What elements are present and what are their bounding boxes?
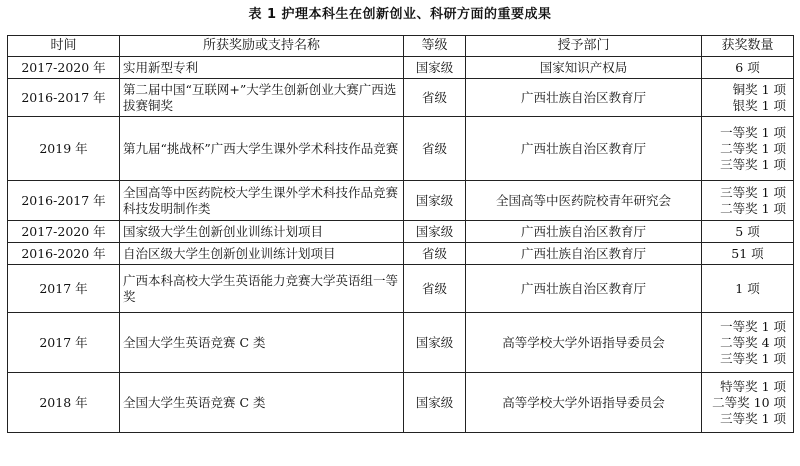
- cell-time: 2016-2017 年: [8, 79, 120, 117]
- cell-name: 广西本科高校大学生英语能力竞赛大学英语组一等奖: [120, 265, 404, 313]
- cell-dept: 广西壮族自治区教育厅: [466, 265, 702, 313]
- count-line: 三等奖 1 项: [720, 184, 786, 200]
- header-level: 等级: [404, 36, 466, 57]
- cell-name: 全国大学生英语竞赛 C 类: [120, 313, 404, 373]
- cell-name: 实用新型专利: [120, 57, 404, 79]
- cell-time: 2019 年: [8, 117, 120, 181]
- awards-table: [7, 35, 794, 433]
- cell-dept: 广西壮族自治区教育厅: [466, 221, 702, 243]
- cell-level: 省级: [404, 117, 466, 181]
- count-line: 51 项: [731, 245, 764, 261]
- count-line: 二等奖 10 项: [712, 394, 786, 410]
- cell-time: 2017 年: [8, 265, 120, 313]
- count-line: 二等奖 1 项: [720, 200, 786, 216]
- cell-name: 全国大学生英语竞赛 C 类: [120, 373, 404, 433]
- header-count: 获奖数量: [702, 36, 794, 57]
- cell-level: 国家级: [404, 373, 466, 433]
- table-row: [8, 243, 794, 265]
- count-line: 6 项: [735, 59, 760, 75]
- cell-dept: 广西壮族自治区教育厅: [466, 117, 702, 181]
- cell-level: 国家级: [404, 221, 466, 243]
- count-line: 铜奖 1 项: [732, 81, 786, 97]
- table-row: [8, 79, 794, 117]
- cell-time: 2017-2020 年: [8, 221, 120, 243]
- table-header-row: [8, 36, 794, 57]
- count-line: 一等奖 1 项: [720, 124, 786, 140]
- cell-count: [702, 243, 794, 265]
- table-row: [8, 313, 794, 373]
- table-row: [8, 117, 794, 181]
- header-name: 所获奖励或支持名称: [120, 36, 404, 57]
- cell-time: 2017 年: [8, 313, 120, 373]
- cell-time: 2016-2017 年: [8, 181, 120, 221]
- header-dept: 授予部门: [466, 36, 702, 57]
- count-line: 二等奖 4 项: [720, 334, 786, 350]
- count-line: 5 项: [735, 223, 760, 239]
- cell-count: [702, 221, 794, 243]
- cell-count: [702, 57, 794, 79]
- cell-level: 国家级: [404, 313, 466, 373]
- cell-time: 2016-2020 年: [8, 243, 120, 265]
- cell-dept: 高等学校大学外语指导委员会: [466, 313, 702, 373]
- table-row: [8, 221, 794, 243]
- cell-name: 全国高等中医药院校大学生课外学术科技作品竞赛科技发明制作类: [120, 181, 404, 221]
- cell-name: 自治区级大学生创新创业训练计划项目: [120, 243, 404, 265]
- cell-level: 国家级: [404, 181, 466, 221]
- cell-count: [702, 373, 794, 433]
- count-line: 三等奖 1 项: [720, 156, 786, 172]
- count-line: 银奖 1 项: [732, 97, 786, 113]
- table-row: [8, 57, 794, 79]
- header-time: 时间: [8, 36, 120, 57]
- cell-dept: 广西壮族自治区教育厅: [466, 243, 702, 265]
- count-line: 三等奖 1 项: [720, 410, 786, 426]
- cell-time: 2018 年: [8, 373, 120, 433]
- cell-dept: 广西壮族自治区教育厅: [466, 79, 702, 117]
- cell-count: [702, 117, 794, 181]
- table-row: [8, 373, 794, 433]
- cell-count: [702, 313, 794, 373]
- count-line: 三等奖 1 项: [720, 350, 786, 366]
- cell-time: 2017-2020 年: [8, 57, 120, 79]
- count-line: 1 项: [735, 280, 760, 296]
- count-line: 二等奖 1 项: [720, 140, 786, 156]
- table-row: [8, 265, 794, 313]
- cell-dept: 全国高等中医药院校青年研究会: [466, 181, 702, 221]
- cell-dept: 高等学校大学外语指导委员会: [466, 373, 702, 433]
- cell-count: [702, 79, 794, 117]
- table-caption: 表 1 护理本科生在创新创业、科研方面的重要成果: [248, 7, 552, 22]
- table-row: [8, 181, 794, 221]
- count-line: 特等奖 1 项: [720, 378, 786, 394]
- cell-level: 国家级: [404, 57, 466, 79]
- cell-name: 国家级大学生创新创业训练计划项目: [120, 221, 404, 243]
- cell-level: 省级: [404, 265, 466, 313]
- cell-count: [702, 265, 794, 313]
- cell-level: 省级: [404, 243, 466, 265]
- cell-name: 第九届“挑战杯”广西大学生课外学术科技作品竞赛: [120, 117, 404, 181]
- cell-level: 省级: [404, 79, 466, 117]
- cell-count: [702, 181, 794, 221]
- count-line: 一等奖 1 项: [720, 318, 786, 334]
- cell-dept: 国家知识产权局: [466, 57, 702, 79]
- cell-name: 第二届中国“互联网+”大学生创新创业大赛广西选拔赛铜奖: [120, 79, 404, 117]
